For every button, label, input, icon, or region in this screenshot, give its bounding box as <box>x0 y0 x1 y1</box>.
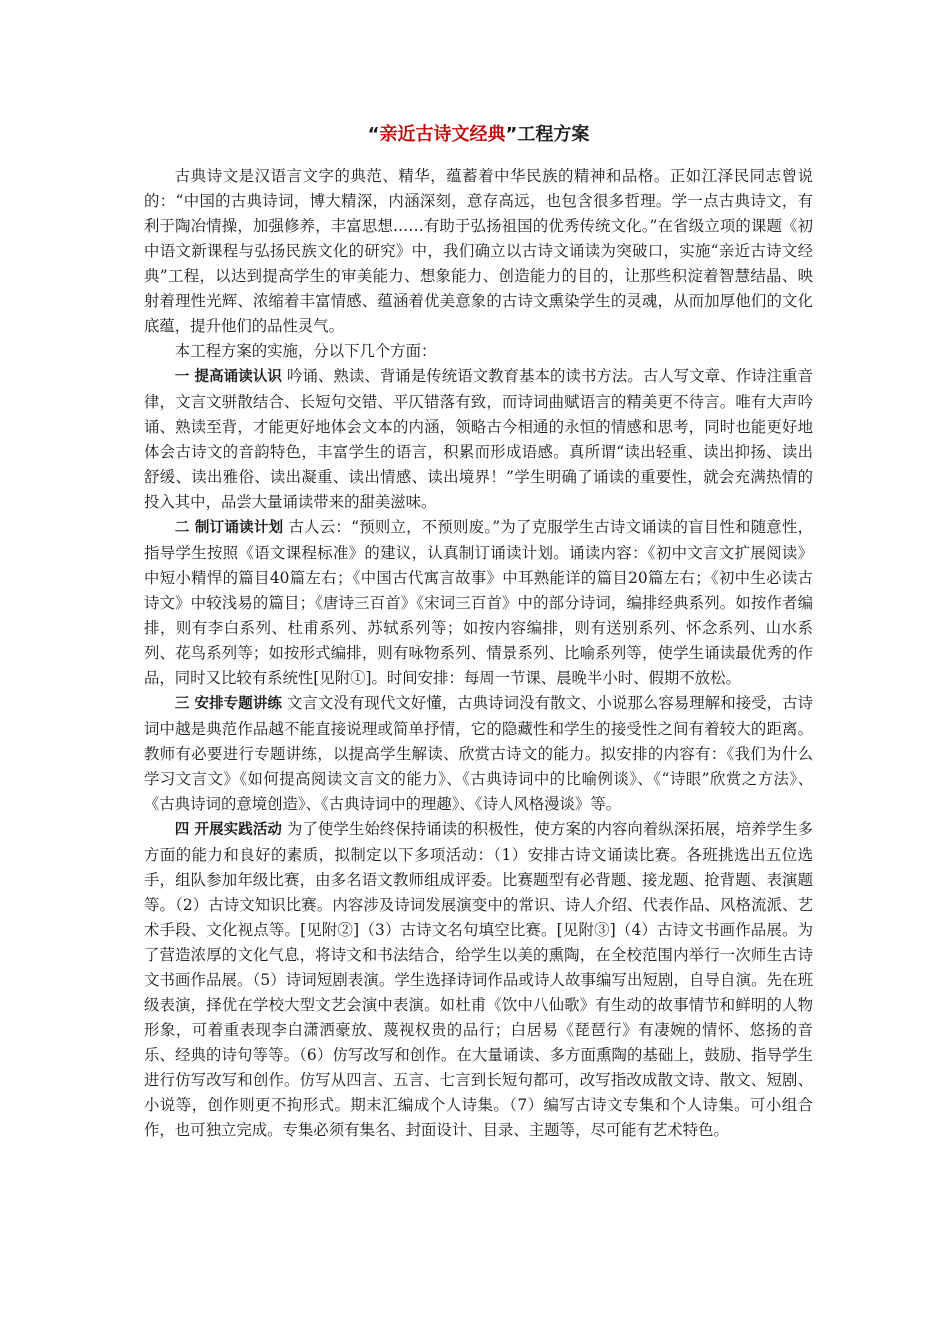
section-2-paragraph <box>144 515 813 691</box>
section-4-heading: 四 开展实践活动 <box>174 822 283 838</box>
title-highlight: 亲近古诗文经典 <box>379 124 506 145</box>
title-open-quote: “ <box>367 124 380 145</box>
section-1-paragraph <box>144 364 813 515</box>
section-3-paragraph <box>144 691 813 817</box>
overview-paragraph: 本工程方案的实施，分以下几个方面： <box>174 342 437 360</box>
section-1-body: 吟诵、熟读、背诵是传统语文教育基本的读书方法。古人写文章、作诗注重音律，文言文骈散结合、长短句交错、平仄错落有致，而诗词曲赋语言的精美更不待言。唯有大声吟诵、熟读至背，才能更好地体会文本的内涵，领略古今相通的永恒的情感和思考，同时也能更好地体会古诗文的音韵特色，丰富学生的语言，积累而形成语感。真所谓“读出轻重、读出抑扬、读出舒缓、读出雅俗、读出凝重、读出情感、读出境界！”学生明确了诵读的重要性，就会充满热情的投入其中，品尝大量诵读带来的甜美滋味。 <box>144 367 813 511</box>
section-3-heading: 三 安排专题讲练 <box>174 696 283 712</box>
title-rest: ”工程方案 <box>505 124 590 145</box>
section-2-body: 古人云：“预则立，不预则废。”为了克服学生古诗文诵读的盲目性和随意性，指导学生按照《语文课程标准》的建议，认真制订诵读计划。诵读内容：《初中文言文扩展阅读》中短小精悍的篇目40篇左右；《中国古代寓言故事》中耳熟能详的篇目20篇左右；《初中生必读古诗文》中较浅易的篇目；《唐诗三百首》《宋词三百首》中的部分诗词，编排经典系列。如按作者编排，则有李白系列、杜甫系列、苏轼系列等；如按内容编排，则有送别系列、怀念系列、山水系列、花鸟系列等；如按形式编排，则有咏物系列、情景系列、比喻系列等，使学生诵读最优秀的作品，同时又比较有系统性[见附①]。时间安排：每周一节课、晨晚半小时、假期不放松。 <box>144 518 813 687</box>
section-1-heading: 一 提高诵读认识 <box>174 369 283 385</box>
section-3-body: 文言文没有现代文好懂，古典诗词没有散文、小说那么容易理解和接受，古诗词中越是典范作品越不能直接说理或简单抒情，它的隐藏性和学生的接受性之间有着较大的距离。教师有必要进行专题讲练，以提高学生解读、欣赏古诗文的能力。拟安排的内容有：《我们为什么学习文言文》《如何提高阅读文言文的能力》、《古典诗词中的比喻例谈》、《“诗眼”欣赏之方法》、《古典诗词的意境创造》、《古典诗词中的理趣》、《诗人风格漫谈》等。 <box>144 694 813 813</box>
section-4-paragraph <box>144 817 813 1143</box>
document-page <box>144 120 813 1143</box>
section-2-heading: 二 制订诵读计划 <box>174 520 284 536</box>
section-4-body: 为了使学生始终保持诵读的积极性，使方案的内容向着纵深拓展，培养学生多方面的能力和良好的素质，拟制定以下多项活动：（1）安排古诗文诵读比赛。各班挑选出五位选手，组队参加年级比赛，由多名语文教师组成评委。比赛题型有必背题、接龙题、抢背题、表演题等。（2）古诗文知识比赛。内容涉及诗词发展演变中的常识、诗人介绍、代表作品、风格流派、艺术手段、文化视点等。[见附②]（3）古诗文名句填空比赛。[见附③]（4）古诗文书画作品展。为了营造浓厚的文化气息，将诗文和书法结合，给学生以美的熏陶，在全校范围内举行一次师生古诗文书画作品展。（5）诗词短剧表演。学生选择诗词作品或诗人故事编写出短剧，自导自演。先在班级表演，择优在学校大型文艺会演中表演。如杜甫《饮中八仙歌》有生动的故事情节和鲜明的人物形象，可着重表现李白潇洒豪放、蔑视权贵的品行；白居易《琵琶行》有凄婉的情怀、悠扬的音乐、经典的诗句等等。（6）仿写改写和创作。在大量诵读、多方面熏陶的基础上，鼓励、指导学生进行仿写改写和创作。仿写从四言、五言、七言到长短句都可，改写指改成散文诗、散文、短剧、小说等，创作则更不拘形式。期末汇编成个人诗集。（7）编写古诗文专集和个人诗集。可小组合作，也可独立完成。专集必须有集名、封面设计、目录、主题等，尽可能有艺术特色。 <box>144 820 813 1139</box>
intro-paragraph: 古典诗文是汉语言文字的典范、精华，蕴蓄着中华民族的精神和品格。正如江泽民同志曾说的：“中国的古典诗词，博大精深，内涵深刻，意存高远，也包含很多哲理。学一点古典诗文，有利于陶冶情操，加强修养，丰富思想……有助于弘扬祖国的优秀传统文化。”在省级立项的课题《初中语文新课程与弘扬民族文化的研究》中，我们确立以古诗文诵读为突破口，实施“亲近古诗文经典”工程，以达到提高学生的审美能力、想象能力、创造能力的目的，让那些积淀着智慧结晶、映射着理性光辉、浓缩着丰富情感、蕴涵着优美意象的古诗文熏染学生的灵魂，从而加厚他们的文化底蕴，提升他们的品性灵气。 <box>144 167 813 335</box>
page-title <box>144 120 813 150</box>
